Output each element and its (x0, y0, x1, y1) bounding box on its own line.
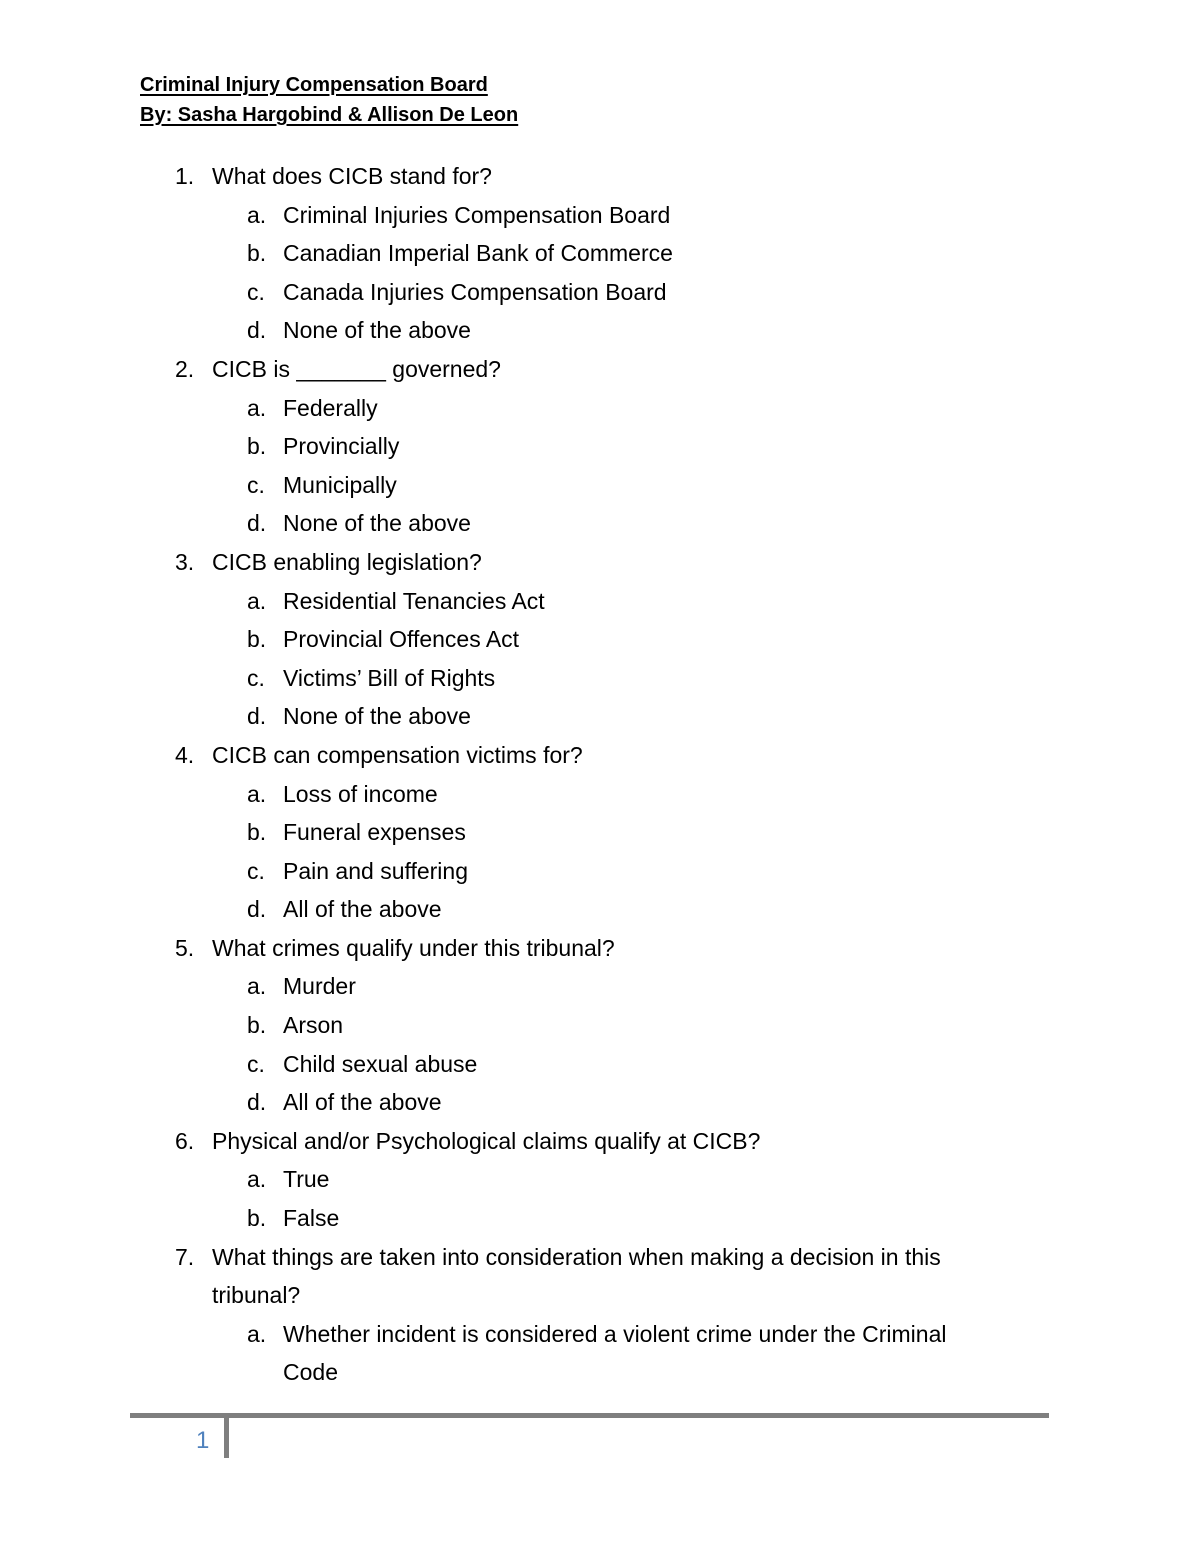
question-7-option-a-continuation (0, 1353, 1200, 1392)
option-letter: a. (247, 1166, 267, 1193)
question-6-option-b (0, 1199, 1200, 1238)
option-letter: b. (247, 819, 267, 846)
document-authors: By: Sasha Hargobind & Allison De Leon (140, 104, 519, 126)
question-2 (0, 350, 1200, 389)
option-letter: a. (247, 394, 267, 421)
question-1 (0, 157, 1200, 196)
question-number: 3. (175, 548, 195, 575)
question-4-option-b (0, 813, 1200, 852)
option-text: None of the above (283, 510, 471, 537)
option-text: Victims’ Bill of Rights (283, 664, 496, 691)
option-text: All of the above (283, 1089, 442, 1116)
option-text: True (283, 1166, 330, 1193)
option-text: False (283, 1205, 340, 1232)
option-letter: c. (247, 278, 265, 305)
option-text: Criminal Injuries Compensation Board (283, 201, 671, 228)
question-3 (0, 543, 1200, 582)
page-number: 1 (196, 1427, 210, 1454)
question-4-option-a (0, 775, 1200, 814)
option-text: Murder (283, 973, 356, 1000)
question-1-option-b (0, 234, 1200, 273)
question-text: What does CICB stand for? (212, 163, 492, 189)
question-6 (0, 1122, 1200, 1161)
option-letter: a. (247, 587, 267, 614)
option-letter: b. (247, 433, 267, 460)
option-text: Arson (283, 1012, 344, 1039)
question-2-option-d (0, 504, 1200, 543)
option-text: None of the above (283, 317, 471, 344)
question-3-option-b (0, 620, 1200, 659)
question-5 (0, 929, 1200, 968)
option-text: Provincial Offences Act (283, 626, 520, 653)
question-number: 7. (175, 1243, 195, 1270)
question-1-option-a (0, 196, 1200, 235)
question-3-option-d (0, 697, 1200, 736)
question-7-continuation (0, 1276, 1200, 1315)
option-letter: a. (247, 1320, 267, 1347)
question-5-option-c (0, 1045, 1200, 1084)
question-4-option-c (0, 852, 1200, 891)
option-letter: b. (247, 240, 267, 267)
document-header (140, 70, 518, 130)
question-1-option-d (0, 311, 1200, 350)
option-letter: d. (247, 1089, 267, 1116)
option-letter: c. (247, 471, 265, 498)
option-text: Loss of income (283, 780, 438, 807)
question-5-option-a (0, 967, 1200, 1006)
document-title: Criminal Injury Compensation Board (140, 74, 488, 96)
option-letter: d. (247, 510, 267, 537)
question-3-option-c (0, 659, 1200, 698)
question-2-option-b (0, 427, 1200, 466)
question-4 (0, 736, 1200, 775)
footer-rule (130, 1413, 1049, 1418)
option-text: Whether incident is considered a violent crime under the Criminal (283, 1320, 947, 1347)
question-number: 4. (175, 741, 195, 768)
option-text-continued: Code (283, 1359, 338, 1386)
question-2-option-a (0, 389, 1200, 428)
option-text: Child sexual abuse (283, 1050, 478, 1077)
option-letter: a. (247, 973, 267, 1000)
option-letter: c. (247, 1050, 265, 1077)
option-text: Municipally (283, 471, 397, 498)
option-letter: b. (247, 1205, 267, 1232)
question-text: What things are taken into consideration when making a decision in this (212, 1243, 941, 1270)
question-4-option-d (0, 890, 1200, 929)
question-list (0, 157, 1200, 1392)
option-text: Pain and suffering (283, 857, 468, 884)
question-5-option-d (0, 1083, 1200, 1122)
option-letter: c. (247, 857, 265, 884)
question-3-option-a (0, 582, 1200, 621)
question-text: What crimes qualify under this tribunal? (212, 934, 615, 961)
question-number: 2. (175, 355, 195, 382)
option-letter: d. (247, 703, 267, 730)
question-text: CICB enabling legislation? (212, 548, 482, 575)
option-text: Canada Injuries Compensation Board (283, 278, 667, 305)
option-letter: b. (247, 626, 267, 653)
option-text: Funeral expenses (283, 819, 466, 846)
option-text: Canadian Imperial Bank of Commerce (283, 240, 673, 267)
question-number: 1. (175, 163, 195, 189)
option-letter: a. (247, 201, 267, 228)
question-7 (0, 1238, 1200, 1277)
option-text: All of the above (283, 896, 442, 923)
footer-divider (224, 1413, 229, 1458)
option-letter: d. (247, 896, 267, 923)
option-text: Residential Tenancies Act (283, 587, 545, 614)
question-text: Physical and/or Psychological claims qualify at CICB? (212, 1127, 761, 1154)
question-1-option-c (0, 273, 1200, 312)
option-text: None of the above (283, 703, 471, 730)
option-text: Provincially (283, 433, 400, 460)
question-5-option-b (0, 1006, 1200, 1045)
question-text: CICB can compensation victims for? (212, 741, 583, 768)
question-text: CICB is _______ governed? (212, 355, 501, 382)
option-letter: b. (247, 1012, 267, 1039)
question-2-option-c (0, 466, 1200, 505)
question-7-option-a (0, 1315, 1200, 1354)
question-text-continued: tribunal? (212, 1282, 301, 1309)
option-letter: d. (247, 317, 267, 344)
option-letter: c. (247, 664, 265, 691)
question-number: 6. (175, 1127, 195, 1154)
option-letter: a. (247, 780, 267, 807)
question-number: 5. (175, 934, 195, 961)
option-text: Federally (283, 394, 378, 421)
question-6-option-a (0, 1160, 1200, 1199)
